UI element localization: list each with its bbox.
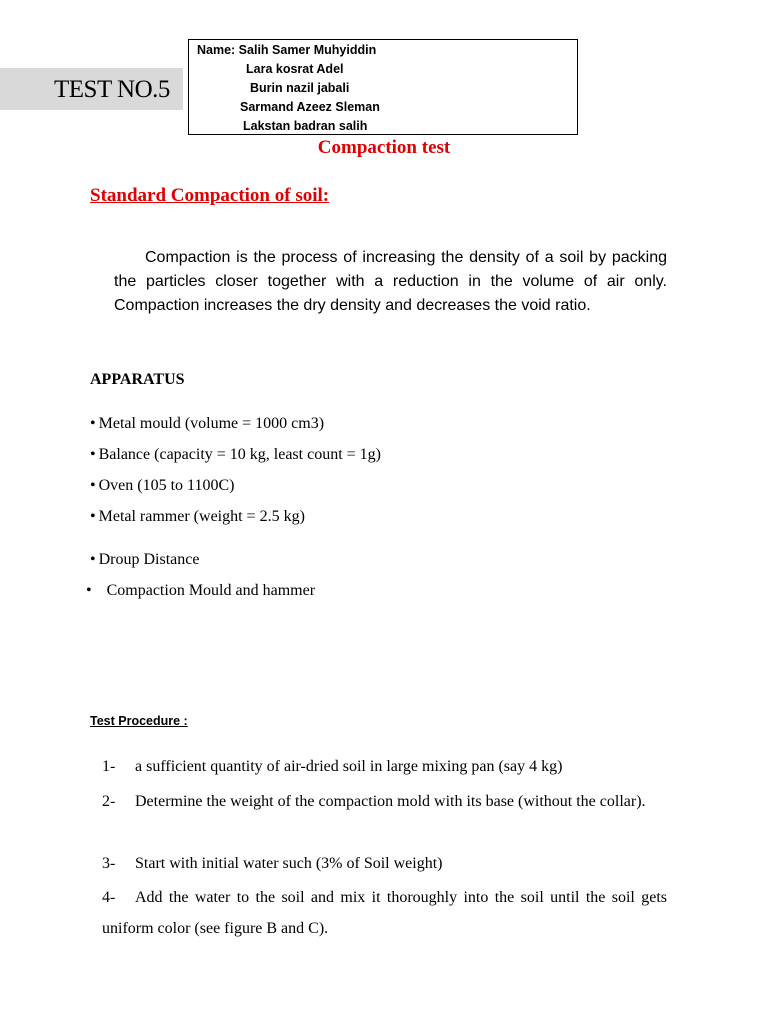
step-text: Add the water to the soil and mix it thoroughly into the soil until the soil gets uniform color (see figure B and C). [102,889,667,937]
name-line: Lakstan badran salih [243,119,368,133]
procedure-step [102,848,667,879]
apparatus-item-text: Droup Distance [98,551,200,568]
bullet-icon: • [90,446,96,463]
student-names-box [188,39,578,135]
name-line: Sarmand Azeez Sleman [240,100,380,114]
procedure-step [102,751,667,782]
apparatus-item [90,550,199,570]
apparatus-item [90,445,381,465]
name-line: Burin nazil jabali [250,81,350,95]
step-number: 4- [102,889,116,906]
apparatus-item [86,581,315,601]
apparatus-item-text: Balance (capacity = 10 kg, least count = 1g) [98,446,381,463]
apparatus-item-text: Oven (105 to 1100C) [98,477,235,494]
step-number: 2- [102,793,116,810]
step-number: 3- [102,855,116,872]
step-number: 1- [102,758,116,775]
bullet-icon: • [86,582,92,599]
document-title: Compaction test [317,137,451,158]
name-line: Name: Salih Samer Muhyiddin [197,43,377,57]
apparatus-item-text: Compaction Mould and hammer [106,582,316,599]
procedure-heading: Test Procedure : [90,714,188,728]
bullet-icon: • [90,477,96,494]
step-text: Determine the weight of the compaction mold with its base (without the collar). [135,793,646,810]
apparatus-heading: APPARATUS [90,371,185,388]
bullet-icon: • [90,415,96,432]
intro-paragraph: Compaction is the process of increasing the density of a soil by packing the particles closer together with a reduction in the volume of air only. Compaction increases the dry density and decreases the void ratio. [114,249,667,314]
section-title: Standard Compaction of soil: [90,185,330,206]
apparatus-item-text: Metal mould (volume = 1000 cm3) [98,415,325,432]
bullet-icon: • [90,551,96,568]
bullet-icon: • [90,508,96,525]
name-line: Lara kosrat Adel [246,62,344,76]
procedure-step [102,882,667,944]
apparatus-item [90,507,305,527]
test-number-label: TEST NO.5 [54,76,170,103]
step-text: Start with initial water such (3% of Soil weight) [135,855,443,872]
step-text: a sufficient quantity of air-dried soil in large mixing pan (say 4 kg) [135,758,563,775]
apparatus-item [90,414,324,434]
apparatus-item-text: Metal rammer (weight = 2.5 kg) [98,508,305,525]
apparatus-item [90,476,234,496]
procedure-step [102,786,667,817]
